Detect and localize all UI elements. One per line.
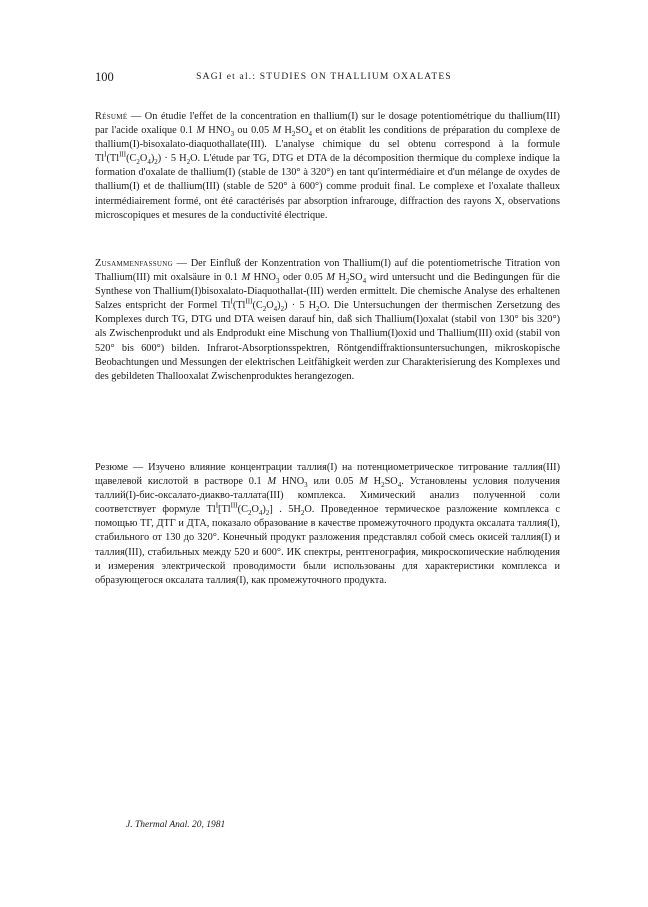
running-head: SAGI et al.: STUDIES ON THALLIUM OXALATES <box>196 72 452 82</box>
abstract-label: Résumé <box>95 111 128 122</box>
abstract-russian: Резюме — Изучено влияние концентрации таллия(I) на потенциометрическое титрование таллия(III) щавелевой кислотой в растворе 0.1 M $HNO_3$ или 0.05 M $H_2SO_4$. Установлены условия получения таллий(I)-бис-оксалато-диакво-таллата(III) комплекса. Химический анализ полученной соли соответствует формуле $Tl^I[Tl^{III}(C_2O_4)_2]$ . $5H_2O$. Проведенное термическое разложение комплекса с помощью ТГ, ДТГ и ДТА, показало образование в качестве промежуточного продукта оксалата таллия(I), стабильного от 130 до 320°. Конечный продукт разложения представлял собой смесь окисей таллия(I) и таллия(III), стабильных между 520 и 600°. ИК спектры, рентгенография, микроскопические наблюдения и измерения электрической проводимости были использованы для характеристики комплекса и образующегося оксалата таллия(I), как промежуточного продукта. <box>95 462 560 586</box>
abstract-label: Резюме <box>95 462 128 473</box>
page-number: 100 <box>95 70 114 84</box>
abstract-german: Zusammenfassung — Der Einfluß der Konzentration von Thallium(I) auf die potentiometrische Titration von Thallium(III) mit oxalsäure in 0.1 M $HNO_3$ oder 0.05 M $H_2SO_4$ wird untersucht und die Bedingungen für die Synthese von Thallium(I)bisoxalato-Diaquothallat-(III) werden ermittelt. Die chemische Analyse des erhaltenen Salzes entspricht der Formel $Tl^I(Tl^{III}(C_2O_4)_2) \cdot 5$ $H_2O$. Die Untersuchungen der thermischen Zersetzung des Komplexes durch TG, DTG und DTA weisen darauf hin, daß sich Thallium(I)oxalat (stabil von 130° bis 320°) als Zwischenprodukt und als Endprodukt eine Mischung von Thallium(I)oxid und Thallium(III) oxid (stabil von 520° bis 600°) bilden. Infrarot-Absorptionsspektren, Röntgendiffraktionsuntersuchungen, mikroskopische Beobachtungen und Messungen der elektrischen Leitfähigkeit werden zur Charakterisierung des Komplexes und des gebildeten Thallooxalat Zwischenproduktes herangezogen. <box>95 258 560 382</box>
abstract-french: Résumé — On étudie l'effet de la concentration en thallium(I) sur le dosage potentiométrique du thallium(III) par l'acide oxalique 0.1 M $HNO_3$ ou 0.05 M $H_2SO_4$ et on établit les conditions de préparation du complexe de thallium(I)-bisoxalato-diaquothallate(III). L'analyse chimique du sel obtenu correspond à la formule $Tl^I(Tl^{III}(C_2O_4)_2) \cdot 5$ $H_2O$. L'étude par TG, DTG et DTA de la décomposition thermique du complexe indique la formation d'oxalate de thallium(I) (stable de 130° à 320°) en tant qu'intermédiaire et d'un mélange de oxydes de thallium(I) et de thallium(III) (stable de 520° à 600°) comme produit final. Le complexe et l'oxalate thalleux intermédiairement formé, ont été caractérisés par absorption infrarouge, diffraction des rayons X, observations microscopiques et mesures de la conductivité électrique. <box>95 111 561 221</box>
journal-reference: J. Thermal Anal. 20, 1981 <box>126 820 226 830</box>
abstract-label: Zusammenfassung <box>95 258 173 269</box>
